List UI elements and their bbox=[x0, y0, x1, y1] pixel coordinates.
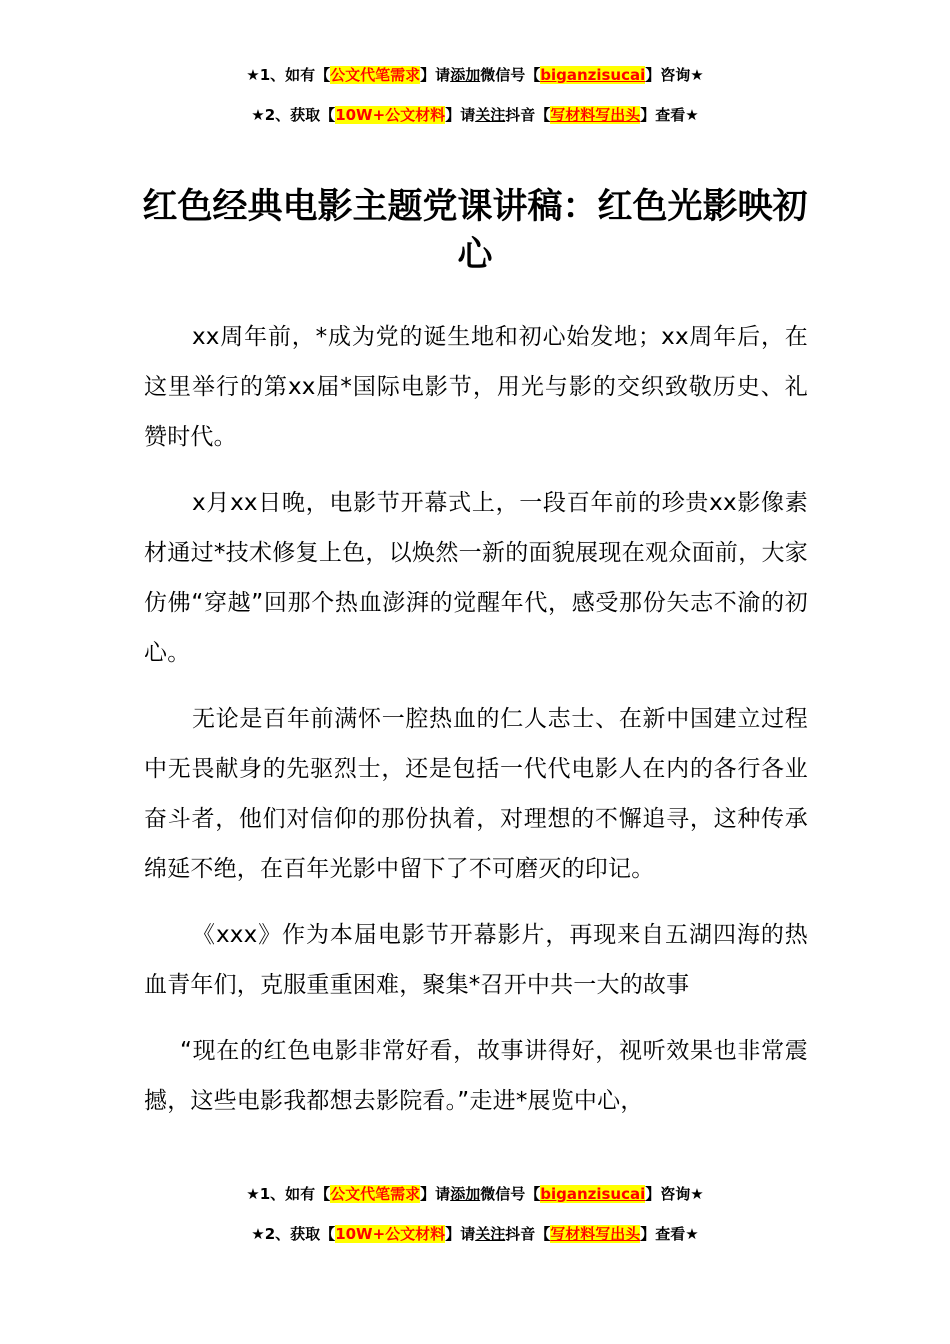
promo-text: 抖音【 bbox=[505, 1225, 551, 1243]
promo-text: 】请 bbox=[420, 1185, 451, 1203]
promo-highlight: 公文代笔需求 bbox=[330, 66, 421, 84]
promo-text: ★2、获取【 bbox=[251, 1225, 336, 1243]
paragraph: 《xxx》作为本届电影节开幕影片，再现来自五湖四海的热血青年们，克服重重困难，聚集*召开中共一大的故事 bbox=[144, 922, 808, 998]
promo-banner-top bbox=[0, 64, 950, 126]
wechat-id[interactable]: biganzisucai bbox=[540, 66, 646, 84]
promo-text: 抖音【 bbox=[505, 106, 551, 124]
promo-highlight: 10W+公文材料 bbox=[335, 1225, 446, 1243]
promo-line-2 bbox=[0, 104, 950, 126]
promo-text: 微信号【 bbox=[480, 66, 541, 84]
promo-text: 】查看★ bbox=[640, 106, 699, 124]
promo-text: ★1、如有【 bbox=[246, 66, 331, 84]
promo-text: 】咨询★ bbox=[645, 1185, 704, 1203]
wechat-id[interactable]: biganzisucai bbox=[540, 1185, 646, 1203]
document-body bbox=[144, 312, 808, 1142]
paragraph: x月xx日晚，电影节开幕式上，一段百年前的珍贵xx影像素材通过*技术修复上色，以焕然一新的面貌展现在观众面前，大家仿佛“穿越”回那个热血澎湃的觉醒年代，感受那份矢志不渝的初心。 bbox=[144, 490, 808, 666]
promo-emphasis: 关注 bbox=[475, 1225, 506, 1243]
promo-emphasis: 关注 bbox=[475, 106, 506, 124]
promo-text: 微信号【 bbox=[480, 1185, 541, 1203]
paragraph: xx周年前，*成为党的诞生地和初心始发地；xx周年后，在这里举行的第xx届*国际电影节，用光与影的交织致敬历史、礼赞时代。 bbox=[144, 324, 808, 450]
promo-highlight: 公文代笔需求 bbox=[330, 1185, 421, 1203]
promo-text: 】请 bbox=[420, 66, 451, 84]
document-title: 红色经典电影主题党课讲稿：红色光影映初心 bbox=[142, 187, 808, 275]
promo-line-2 bbox=[0, 1223, 950, 1245]
paragraph: “现在的红色电影非常好看，故事讲得好，视听效果也非常震撼，这些电影我都想去影院看。”走进*展览中心， bbox=[144, 1038, 808, 1114]
douyin-id[interactable]: 写材料写出头 bbox=[550, 106, 641, 124]
promo-line-1 bbox=[0, 64, 950, 86]
promo-emphasis: 添加 bbox=[450, 66, 481, 84]
douyin-id[interactable]: 写材料写出头 bbox=[550, 1225, 641, 1243]
promo-text: 】咨询★ bbox=[645, 66, 704, 84]
paragraph: 无论是百年前满怀一腔热血的仁人志士、在新中国建立过程中无畏献身的先驱烈士，还是包括一代代电影人在内的各行各业奋斗者，他们对信仰的那份执着，对理想的不懈追寻，这种传承绵延不绝，在百年光影中留下了不可磨灭的印记。 bbox=[144, 706, 808, 882]
promo-line-1 bbox=[0, 1183, 950, 1205]
promo-text: 】请 bbox=[445, 106, 476, 124]
promo-highlight: 10W+公文材料 bbox=[335, 106, 446, 124]
promo-text: 】查看★ bbox=[640, 1225, 699, 1243]
promo-emphasis: 添加 bbox=[450, 1185, 481, 1203]
promo-text: ★2、获取【 bbox=[251, 106, 336, 124]
promo-text: 】请 bbox=[445, 1225, 476, 1243]
promo-text: ★1、如有【 bbox=[246, 1185, 331, 1203]
promo-banner-bottom bbox=[0, 1183, 950, 1245]
